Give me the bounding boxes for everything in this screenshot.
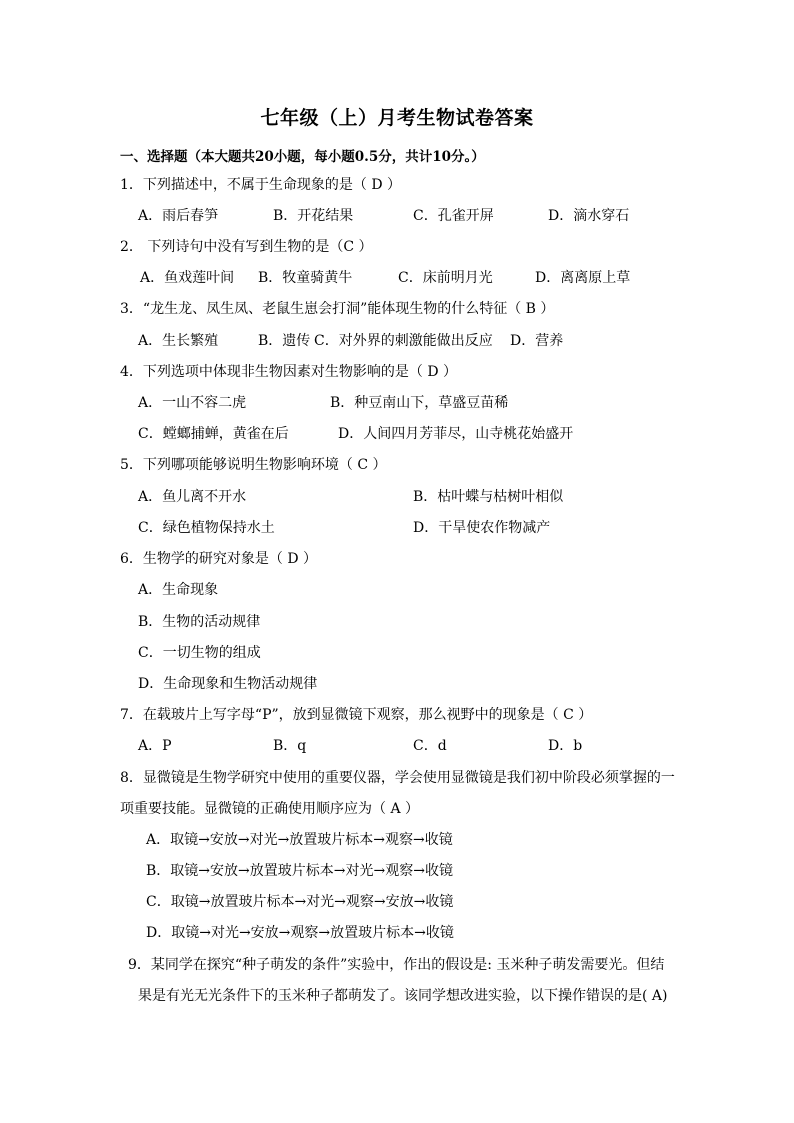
question-2-option-a: A．鱼戏莲叶间 [140,270,235,286]
question-8-option-a: A．取镜→安放→对光→放置玻片标本→观察→收镜 [146,832,453,848]
question-1-option-a: A．雨后春笋 [138,208,219,224]
question-3-option-b: B．遗传 [258,333,311,349]
question-5-option-c: C．绿色植物保持水土 [138,520,275,536]
question-3-stem: 3．“龙生龙、凤生凤、老鼠生崽会打洞”能体现生物的什么特征（ B ） [120,301,555,317]
question-3-option-a: A．生长繁殖 [138,333,219,349]
question-7-option-a: A．P [138,738,172,754]
question-5-stem: 5．下列哪项能够说明生物影响环境（ C ） [120,457,387,473]
question-6-option-a: A．生命现象 [138,582,219,598]
question-9-stem-line-2: 果是有光无光条件下的玉米种子都萌发了。该同学想改进实验，以下操作错误的是( A) [138,988,668,1004]
question-3-option-d: D．营养 [510,333,564,349]
section-heading: 一、选择题（本大题共20小题，每小题0.5分，共计10分。） [120,149,485,165]
question-8-option-d: D．取镜→对光→安放→观察→放置玻片标本→收镜 [146,925,454,941]
question-5-option-b: B．枯叶蝶与枯树叶相似 [413,489,564,505]
question-8-option-b: B．取镜→安放→放置玻片标本→对光→观察→收镜 [146,863,453,879]
question-9-stem-line-1: 9．某同学在探究“种子萌发的条件”实验中，作出的假设是: 玉米种子萌发需要光。但结 [128,957,665,973]
question-7-option-c: C．d [413,738,447,754]
question-4-option-b: B．种豆南山下，草盛豆苗稀 [330,395,509,411]
question-1-option-b: B．开花结果 [273,208,354,224]
question-3-option-c: C．对外界的刺激能做出反应 [314,333,493,349]
question-7-option-d: D．b [548,738,583,754]
question-4-option-d: D．人间四月芳菲尽，山寺桃花始盛开 [338,426,574,442]
question-6-option-c: C．一切生物的组成 [138,645,261,661]
question-8-stem-line-1: 8．显微镜是生物学研究中使用的重要仪器，学会使用显微镜是我们初中阶段必须掌握的一 [120,770,675,786]
question-4-option-a: A．一山不容二虎 [138,395,247,411]
question-4-option-c: C．螳螂捕蝉，黄雀在后 [138,426,289,442]
question-6-stem: 6．生物学的研究对象是（ D ） [120,551,318,567]
question-6-option-d: D．生命现象和生物活动规律 [138,676,318,692]
question-2-stem: 2． 下列诗句中没有写到生物的是（C ） [120,239,373,255]
question-2-option-b: B．牧童骑黄牛 [258,270,353,286]
question-3-option-c-text: 对外界的刺激能做出反应 [338,333,493,349]
question-2-option-d: D．离离原上草 [535,270,631,286]
question-1-stem: 1．下列描述中，不属于生命现象的是（ D ） [120,177,402,193]
question-8-option-c: C．取镜→放置玻片标本→对光→观察→安放→收镜 [146,894,454,910]
question-8-stem-line-2: 项重要技能。显微镜的正确使用顺序应为（ A ） [120,801,420,817]
question-1-option-d: D．滴水穿石 [548,208,630,224]
question-6-option-b: B．生物的活动规律 [138,614,261,630]
question-7-option-b: B．q [273,738,307,754]
question-7-stem: 7．在载玻片上写字母“P”，放到显微镜下观察，那么视野中的现象是（ C ） [120,707,593,723]
page-title: 七年级（上）月考生物试卷答案 [260,107,534,129]
question-5-option-a: A．鱼儿离不开水 [138,489,247,505]
question-5-option-d: D．干旱使农作物减产 [413,520,551,536]
question-1-option-c: C．孔雀开屏 [413,208,494,224]
question-2-option-c: C．床前明月光 [398,270,493,286]
question-4-stem: 4．下列选项中体现非生物因素对生物影响的是（ D ） [120,364,458,380]
